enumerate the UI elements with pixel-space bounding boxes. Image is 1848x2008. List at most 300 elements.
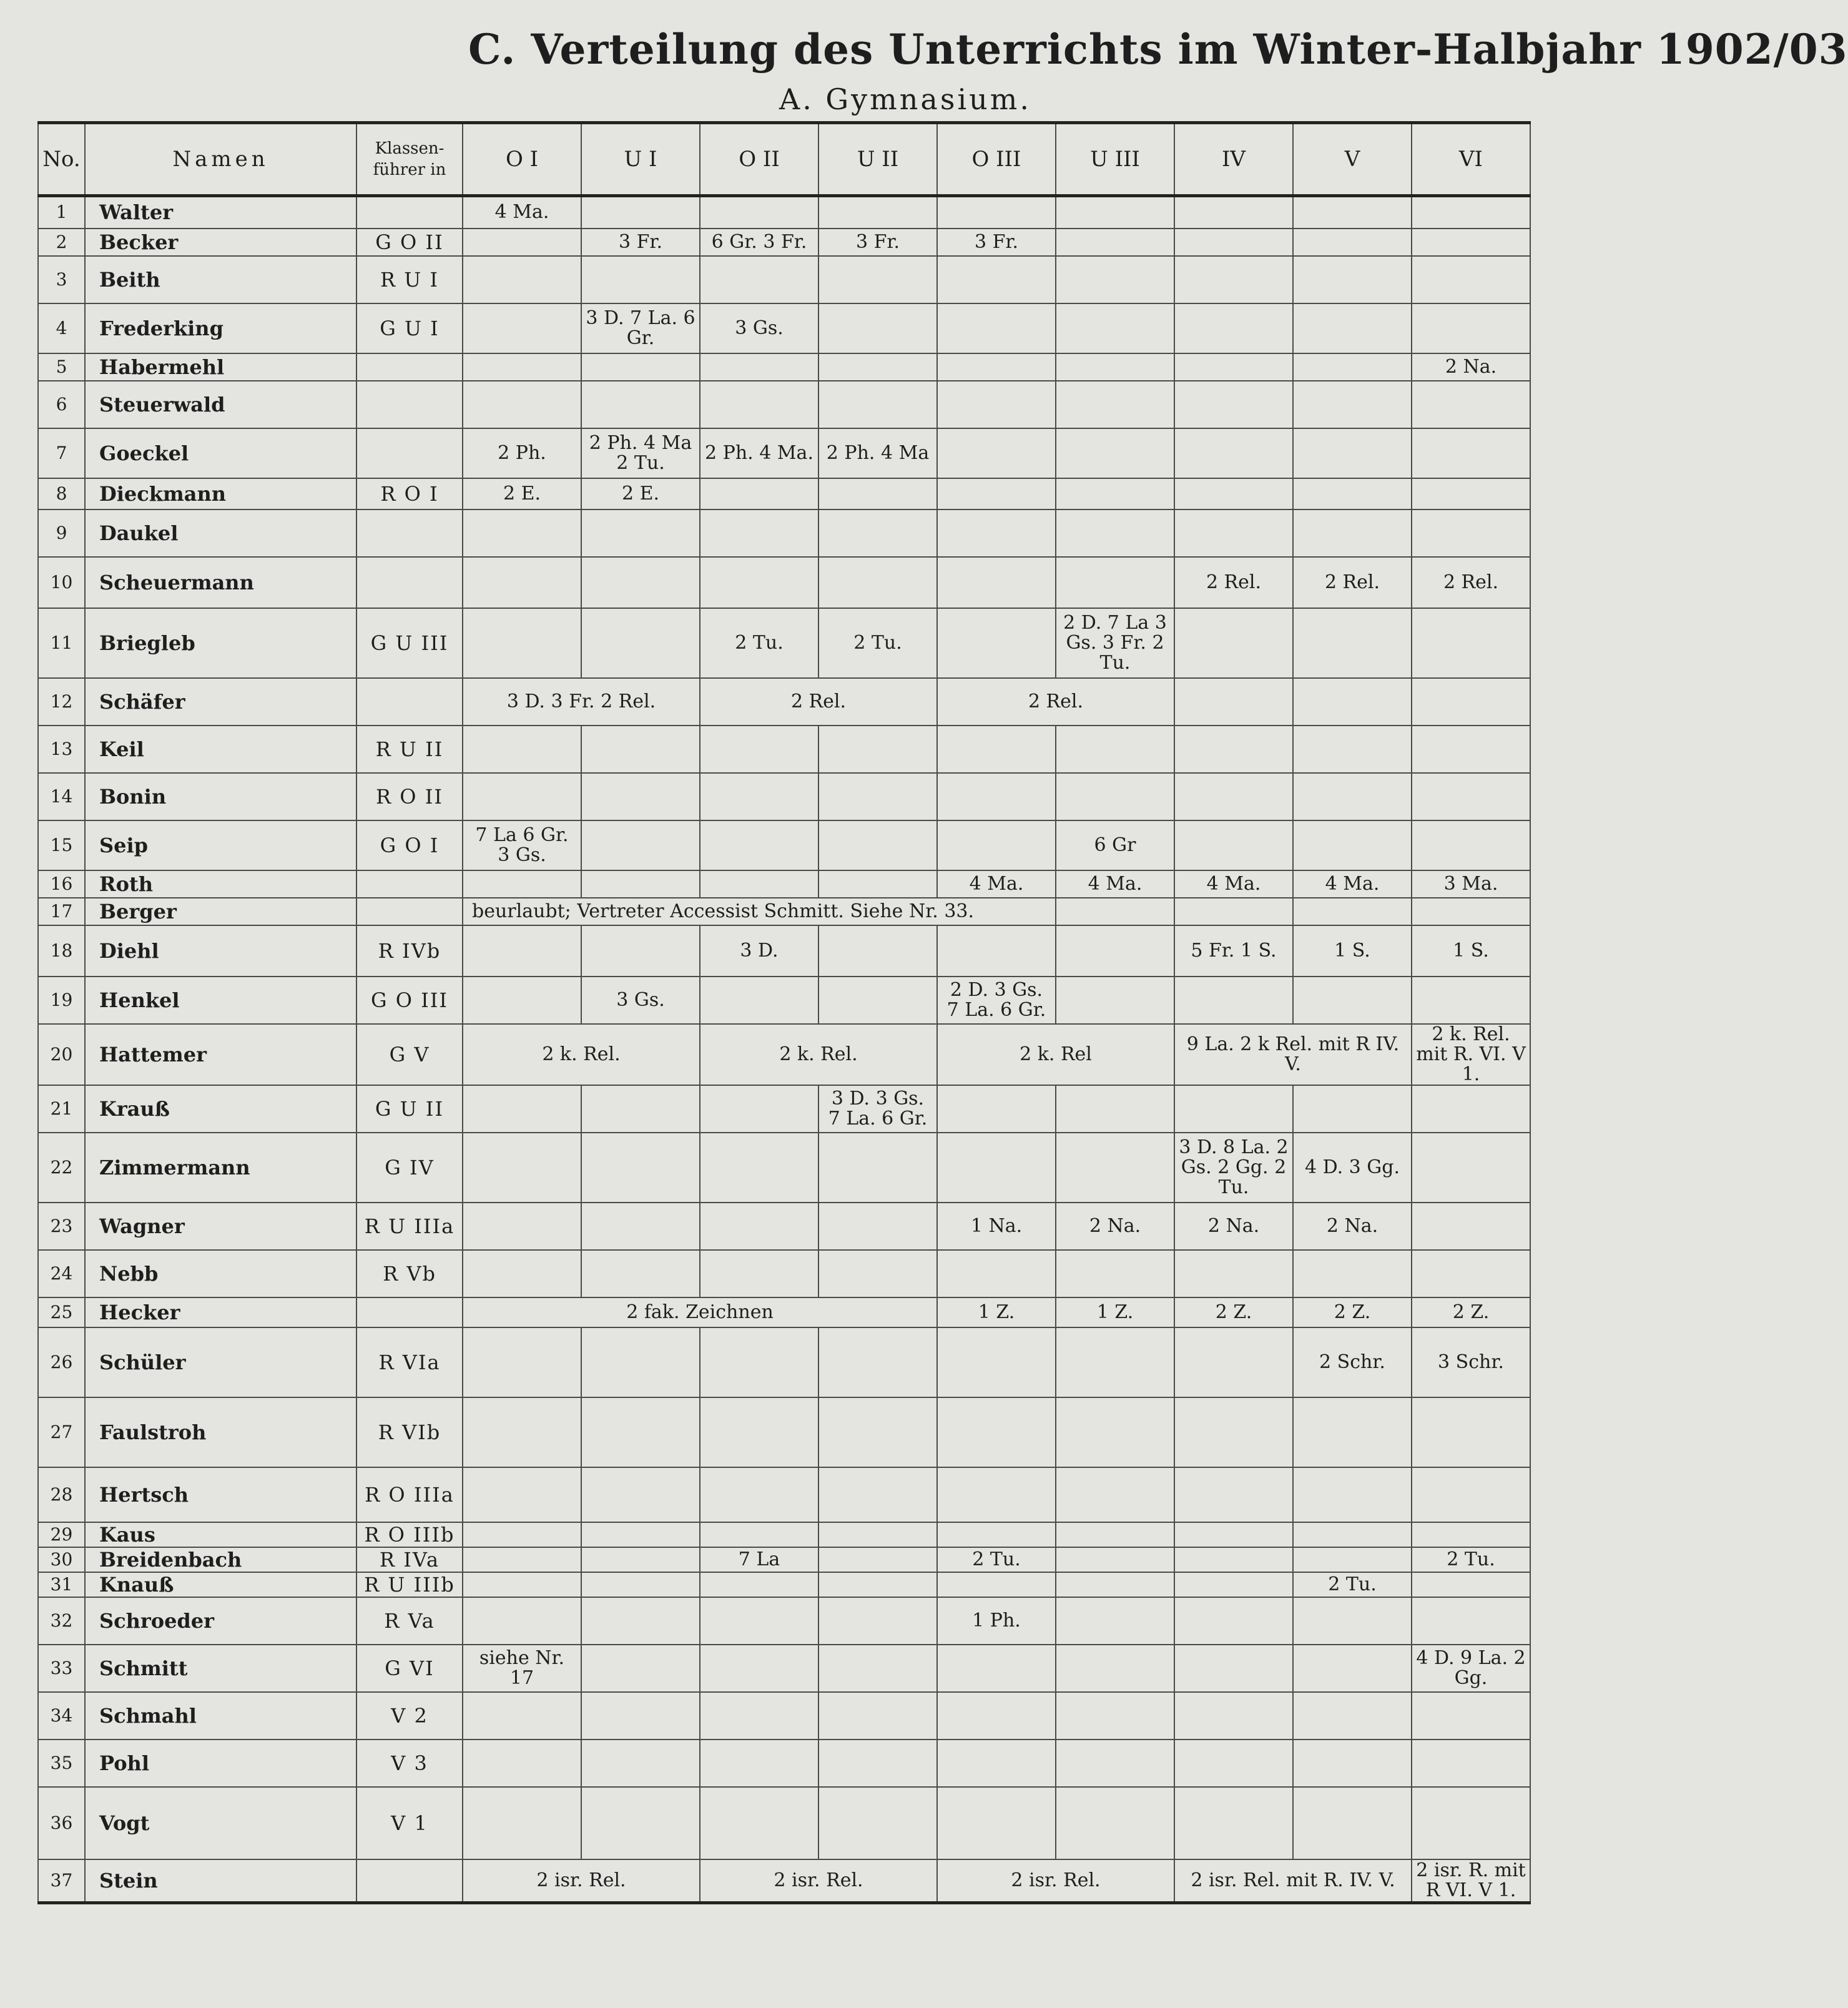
teacher-name: Schäfer — [85, 678, 356, 726]
table-row — [38, 977, 1530, 1024]
lesson-cell — [818, 256, 937, 303]
row-number: 17 — [38, 898, 85, 925]
lesson-cell — [1056, 925, 1174, 977]
lesson-cell — [1293, 1740, 1412, 1787]
lesson-cell — [818, 478, 937, 509]
row-number: 13 — [38, 726, 85, 773]
lesson-cell — [1412, 509, 1530, 557]
row-number: 23 — [38, 1203, 85, 1250]
lesson-cell — [1056, 773, 1174, 820]
lesson-cell — [1174, 428, 1293, 478]
row-number: 9 — [38, 509, 85, 557]
lesson-cell — [1174, 1740, 1293, 1787]
header-class-uii: U II — [818, 123, 937, 196]
lesson-cell: 3 Fr. — [937, 229, 1056, 256]
lesson-cell: 2 Na. — [1174, 1203, 1293, 1250]
lesson-cell — [937, 925, 1056, 977]
teacher-name: Berger — [85, 898, 356, 925]
row-number: 1 — [38, 196, 85, 229]
lesson-cell — [1412, 1133, 1530, 1203]
lesson-cell — [818, 1327, 937, 1397]
lesson-cell — [581, 1397, 700, 1467]
klassenfuehrer-cell: G O III — [356, 977, 463, 1024]
lesson-cell — [581, 608, 700, 678]
lesson-cell — [1174, 773, 1293, 820]
lesson-cell — [818, 820, 937, 870]
lesson-cell — [463, 381, 581, 428]
lesson-cell — [1412, 1397, 1530, 1467]
lesson-cell — [581, 1250, 700, 1297]
lesson-cell — [581, 196, 700, 229]
klassenfuehrer-cell — [356, 428, 463, 478]
table-row — [38, 509, 1530, 557]
lesson-cell — [1293, 256, 1412, 303]
lesson-cell — [937, 608, 1056, 678]
lesson-cell — [1293, 1692, 1412, 1740]
lesson-cell — [937, 1787, 1056, 1859]
klassenfuehrer-cell: G U I — [356, 303, 463, 353]
teacher-name: Faulstroh — [85, 1397, 356, 1467]
lesson-cell — [1056, 898, 1174, 925]
lesson-cell: 1 Na. — [937, 1203, 1056, 1250]
header-klassenfuehrer: Klassen- führer in — [356, 123, 463, 196]
lesson-cell — [1174, 1597, 1293, 1645]
teacher-name: Schmahl — [85, 1692, 356, 1740]
row-number: 5 — [38, 353, 85, 381]
teacher-name: Habermehl — [85, 353, 356, 381]
klassenfuehrer-cell — [356, 353, 463, 381]
header-class-oi: O I — [463, 123, 581, 196]
lesson-cell: 3 D. 7 La. 6 Gr. — [581, 303, 700, 353]
lesson-cell: 2 Z. — [1174, 1297, 1293, 1327]
lesson-cell — [1056, 1740, 1174, 1787]
lesson-cell — [1174, 196, 1293, 229]
teacher-name: Goeckel — [85, 428, 356, 478]
lesson-cell — [463, 1085, 581, 1133]
lesson-cell: 2 Tu. — [937, 1547, 1056, 1572]
lesson-cell — [1412, 977, 1530, 1024]
lesson-cell — [1293, 428, 1412, 478]
lesson-cell: 2 Tu. — [1412, 1547, 1530, 1572]
lesson-cell — [937, 509, 1056, 557]
lesson-cell — [463, 977, 581, 1024]
lesson-cell — [1293, 898, 1412, 925]
lesson-cell — [581, 1467, 700, 1522]
lesson-cell: 4 Ma. — [1174, 870, 1293, 898]
lesson-cell — [581, 925, 700, 977]
lesson-cell — [818, 509, 937, 557]
lesson-cell — [1412, 820, 1530, 870]
lesson-cell — [700, 1085, 818, 1133]
lesson-cell — [581, 509, 700, 557]
table-row — [38, 1085, 1530, 1133]
lesson-cell: 6 Gr — [1056, 820, 1174, 870]
lesson-cell: beurlaubt; Vertreter Accessist Schmitt. Siehe Nr. 33. — [463, 898, 1056, 925]
lesson-cell: 2 isr. Rel. — [937, 1859, 1174, 1903]
lesson-cell — [1412, 1467, 1530, 1522]
lesson-cell — [1056, 1692, 1174, 1740]
table-row — [38, 381, 1530, 428]
row-number: 35 — [38, 1740, 85, 1787]
lesson-cell — [1056, 478, 1174, 509]
lesson-cell — [818, 1522, 937, 1547]
teacher-name: Krauß — [85, 1085, 356, 1133]
lesson-cell — [1056, 1787, 1174, 1859]
lesson-cell — [700, 557, 818, 608]
lesson-cell — [700, 381, 818, 428]
lesson-cell — [463, 1467, 581, 1522]
lesson-cell — [1174, 1467, 1293, 1522]
header-class-uiii: U III — [1056, 123, 1174, 196]
lesson-cell: 2 k. Rel. — [700, 1024, 937, 1085]
lesson-cell — [1412, 381, 1530, 428]
lesson-cell — [1412, 898, 1530, 925]
lesson-cell — [1056, 1522, 1174, 1547]
klassenfuehrer-cell: G V — [356, 1024, 463, 1085]
lesson-cell — [1293, 977, 1412, 1024]
klassenfuehrer-cell: R U I — [356, 256, 463, 303]
lesson-cell — [581, 1522, 700, 1547]
lesson-cell — [1056, 1327, 1174, 1397]
row-number: 18 — [38, 925, 85, 977]
lesson-cell — [818, 557, 937, 608]
table-row — [38, 1467, 1530, 1522]
lesson-cell — [581, 820, 700, 870]
teacher-name: Seip — [85, 820, 356, 870]
lesson-cell — [1412, 1597, 1530, 1645]
lesson-cell — [581, 1787, 700, 1859]
lesson-cell: 1 Z. — [937, 1297, 1056, 1327]
lesson-cell: 2 Z. — [1412, 1297, 1530, 1327]
row-number: 19 — [38, 977, 85, 1024]
lesson-cell: 3 Gs. — [700, 303, 818, 353]
lesson-cell: 2 isr. R. mit R VI. V 1. — [1412, 1859, 1530, 1903]
lesson-cell — [581, 256, 700, 303]
table-row — [38, 1859, 1530, 1903]
lesson-cell — [1412, 229, 1530, 256]
header-class-oii: O II — [700, 123, 818, 196]
lesson-cell — [463, 870, 581, 898]
lesson-cell — [463, 229, 581, 256]
lesson-cell — [700, 726, 818, 773]
row-number: 28 — [38, 1467, 85, 1522]
row-number: 6 — [38, 381, 85, 428]
lesson-cell — [818, 196, 937, 229]
lesson-cell — [700, 977, 818, 1024]
lesson-cell: 2 Z. — [1293, 1297, 1412, 1327]
table-row — [38, 1522, 1530, 1547]
lesson-cell — [1056, 381, 1174, 428]
klassenfuehrer-cell: R Vb — [356, 1250, 463, 1297]
teacher-name: Briegleb — [85, 608, 356, 678]
lesson-cell — [937, 820, 1056, 870]
lesson-cell: 3 Gs. — [581, 977, 700, 1024]
lesson-cell — [1293, 820, 1412, 870]
lesson-cell: 4 Ma. — [463, 196, 581, 229]
table-row — [38, 870, 1530, 898]
klassenfuehrer-cell: R O IIIa — [356, 1467, 463, 1522]
lesson-cell: 1 Z. — [1056, 1297, 1174, 1327]
teacher-name: Bonin — [85, 773, 356, 820]
lesson-cell — [818, 381, 937, 428]
header-class-oiii: O III — [937, 123, 1056, 196]
row-number: 26 — [38, 1327, 85, 1397]
lesson-cell — [818, 1645, 937, 1692]
lesson-cell: 2 isr. Rel. — [700, 1859, 937, 1903]
lesson-cell — [1412, 1250, 1530, 1297]
lesson-cell — [937, 1522, 1056, 1547]
teacher-name: Henkel — [85, 977, 356, 1024]
lesson-cell — [937, 381, 1056, 428]
lesson-cell — [1056, 1085, 1174, 1133]
lesson-cell — [700, 1692, 818, 1740]
table-row — [38, 196, 1530, 229]
klassenfuehrer-cell: R IVa — [356, 1547, 463, 1572]
lesson-cell — [463, 726, 581, 773]
lesson-cell — [1174, 898, 1293, 925]
lesson-cell — [1174, 1085, 1293, 1133]
teacher-name: Walter — [85, 196, 356, 229]
row-number: 22 — [38, 1133, 85, 1203]
table-row — [38, 229, 1530, 256]
lesson-cell — [937, 353, 1056, 381]
lesson-cell — [818, 870, 937, 898]
lesson-cell: 1 S. — [1293, 925, 1412, 977]
table-row — [38, 1740, 1530, 1787]
table-row — [38, 428, 1530, 478]
row-number: 7 — [38, 428, 85, 478]
lesson-cell — [1412, 1692, 1530, 1740]
lesson-cell: 2 isr. Rel. mit R. IV. V. — [1174, 1859, 1412, 1903]
lesson-cell: 4 D. 3 Gg. — [1293, 1133, 1412, 1203]
teaching-distribution-table — [37, 121, 1531, 1904]
lesson-cell: 3 Fr. — [581, 229, 700, 256]
lesson-cell: 2 Tu. — [1293, 1572, 1412, 1597]
klassenfuehrer-cell: R VIa — [356, 1327, 463, 1397]
lesson-cell — [1056, 1547, 1174, 1572]
lesson-cell — [581, 1547, 700, 1572]
lesson-cell — [818, 1572, 937, 1597]
lesson-cell: 2 Rel. — [1174, 557, 1293, 608]
table-row — [38, 1327, 1530, 1397]
row-number: 3 — [38, 256, 85, 303]
lesson-cell — [463, 1250, 581, 1297]
lesson-cell — [1174, 381, 1293, 428]
teacher-name: Schmitt — [85, 1645, 356, 1692]
lesson-cell — [1174, 478, 1293, 509]
lesson-cell — [818, 1250, 937, 1297]
lesson-cell — [1056, 1597, 1174, 1645]
lesson-cell: 2 fak. Zeichnen — [463, 1297, 937, 1327]
lesson-cell — [700, 509, 818, 557]
lesson-cell — [818, 1203, 937, 1250]
lesson-cell — [700, 1133, 818, 1203]
lesson-cell: 2 k. Rel — [937, 1024, 1174, 1085]
klassenfuehrer-cell — [356, 381, 463, 428]
table-row — [38, 608, 1530, 678]
header-no: No. — [38, 123, 85, 196]
lesson-cell — [1293, 1787, 1412, 1859]
lesson-cell — [1056, 229, 1174, 256]
lesson-cell — [1293, 1250, 1412, 1297]
lesson-cell — [581, 1572, 700, 1597]
klassenfuehrer-cell: R O IIIb — [356, 1522, 463, 1547]
teacher-name: Breidenbach — [85, 1547, 356, 1572]
teacher-name: Dieckmann — [85, 478, 356, 509]
lesson-cell — [1174, 608, 1293, 678]
lesson-cell — [463, 925, 581, 977]
lesson-cell — [1412, 256, 1530, 303]
teacher-name: Pohl — [85, 1740, 356, 1787]
lesson-cell — [1293, 509, 1412, 557]
row-number: 33 — [38, 1645, 85, 1692]
lesson-cell — [463, 1787, 581, 1859]
lesson-cell: 2 Ph. — [463, 428, 581, 478]
lesson-cell — [1412, 608, 1530, 678]
lesson-cell — [581, 870, 700, 898]
lesson-cell — [463, 1327, 581, 1397]
lesson-cell — [1412, 1787, 1530, 1859]
lesson-cell — [700, 353, 818, 381]
lesson-cell — [1293, 1645, 1412, 1692]
lesson-cell — [1293, 1397, 1412, 1467]
lesson-cell — [937, 428, 1056, 478]
lesson-cell — [463, 557, 581, 608]
teacher-name: Keil — [85, 726, 356, 773]
teacher-name: Daukel — [85, 509, 356, 557]
lesson-cell — [1174, 303, 1293, 353]
lesson-cell — [1293, 229, 1412, 256]
lesson-cell — [937, 303, 1056, 353]
lesson-cell: 2 Tu. — [818, 608, 937, 678]
lesson-cell — [937, 1250, 1056, 1297]
teacher-name: Hattemer — [85, 1024, 356, 1085]
header-row — [38, 123, 1530, 196]
lesson-cell — [700, 1645, 818, 1692]
table-row — [38, 1645, 1530, 1692]
table-row — [38, 1297, 1530, 1327]
lesson-cell: 2 Schr. — [1293, 1327, 1412, 1397]
lesson-cell: 4 Ma. — [1056, 870, 1174, 898]
lesson-cell — [1293, 478, 1412, 509]
lesson-cell — [818, 1740, 937, 1787]
lesson-cell: 2 k. Rel. mit R. VI. V 1. — [1412, 1024, 1530, 1085]
lesson-cell — [700, 1597, 818, 1645]
klassenfuehrer-cell: G O I — [356, 820, 463, 870]
lesson-cell: 6 Gr. 3 Fr. — [700, 229, 818, 256]
klassenfuehrer-cell: R U IIIa — [356, 1203, 463, 1250]
lesson-cell — [937, 726, 1056, 773]
lesson-cell — [700, 1250, 818, 1297]
table-row — [38, 1572, 1530, 1597]
lesson-cell — [581, 1203, 700, 1250]
lesson-cell — [463, 1133, 581, 1203]
row-number: 2 — [38, 229, 85, 256]
lesson-cell: 1 Ph. — [937, 1597, 1056, 1645]
lesson-cell — [818, 303, 937, 353]
lesson-cell: 2 Ph. 4 Ma. — [700, 428, 818, 478]
header-class-vi: VI — [1412, 123, 1530, 196]
lesson-cell — [1293, 1597, 1412, 1645]
teacher-name: Schroeder — [85, 1597, 356, 1645]
lesson-cell — [1056, 1467, 1174, 1522]
lesson-cell: 2 Tu. — [700, 608, 818, 678]
lesson-cell: 2 E. — [463, 478, 581, 509]
lesson-cell: 2 Rel. — [1293, 557, 1412, 608]
lesson-cell: 2 Rel. — [700, 678, 937, 726]
row-number: 14 — [38, 773, 85, 820]
lesson-cell — [581, 1597, 700, 1645]
lesson-cell: 2 isr. Rel. — [463, 1859, 700, 1903]
lesson-cell — [937, 1467, 1056, 1522]
row-number: 30 — [38, 1547, 85, 1572]
header-class-v: V — [1293, 123, 1412, 196]
lesson-cell — [1174, 1692, 1293, 1740]
lesson-cell — [1174, 1645, 1293, 1692]
teacher-name: Becker — [85, 229, 356, 256]
klassenfuehrer-cell — [356, 898, 463, 925]
teacher-name: Hertsch — [85, 1467, 356, 1522]
lesson-cell — [581, 381, 700, 428]
lesson-cell — [937, 1572, 1056, 1597]
lesson-cell — [818, 1547, 937, 1572]
lesson-cell: 2 Rel. — [937, 678, 1174, 726]
lesson-cell — [463, 1547, 581, 1572]
row-number: 10 — [38, 557, 85, 608]
row-number: 20 — [38, 1024, 85, 1085]
lesson-cell — [818, 353, 937, 381]
lesson-cell — [1293, 773, 1412, 820]
lesson-cell — [581, 1740, 700, 1787]
lesson-cell — [463, 1572, 581, 1597]
lesson-cell: 2 Rel. — [1412, 557, 1530, 608]
lesson-cell — [463, 1597, 581, 1645]
teacher-name: Wagner — [85, 1203, 356, 1250]
lesson-cell: 3 D. 3 Fr. 2 Rel. — [463, 678, 700, 726]
lesson-cell — [1174, 1787, 1293, 1859]
lesson-cell: 3 Fr. — [818, 229, 937, 256]
lesson-cell — [1293, 1085, 1412, 1133]
teacher-name: Frederking — [85, 303, 356, 353]
lesson-cell — [1174, 977, 1293, 1024]
klassenfuehrer-cell: R Va — [356, 1597, 463, 1645]
klassenfuehrer-cell — [356, 196, 463, 229]
lesson-cell — [1174, 1522, 1293, 1547]
lesson-cell — [1412, 196, 1530, 229]
table-row — [38, 678, 1530, 726]
row-number: 12 — [38, 678, 85, 726]
klassenfuehrer-cell: R IVb — [356, 925, 463, 977]
lesson-cell — [937, 1692, 1056, 1740]
lesson-cell — [1293, 608, 1412, 678]
lesson-cell — [581, 1133, 700, 1203]
lesson-cell: 2 D. 3 Gs. 7 La. 6 Gr. — [937, 977, 1056, 1024]
lesson-cell — [700, 1572, 818, 1597]
lesson-cell — [581, 1085, 700, 1133]
lesson-cell — [463, 353, 581, 381]
table-row — [38, 1133, 1530, 1203]
lesson-cell — [581, 1692, 700, 1740]
table-row — [38, 773, 1530, 820]
lesson-cell — [700, 1522, 818, 1547]
lesson-cell — [463, 1740, 581, 1787]
klassenfuehrer-cell: G O II — [356, 229, 463, 256]
row-number: 29 — [38, 1522, 85, 1547]
lesson-cell: 7 La — [700, 1547, 818, 1572]
lesson-cell — [463, 1203, 581, 1250]
lesson-cell — [463, 256, 581, 303]
row-number: 32 — [38, 1597, 85, 1645]
